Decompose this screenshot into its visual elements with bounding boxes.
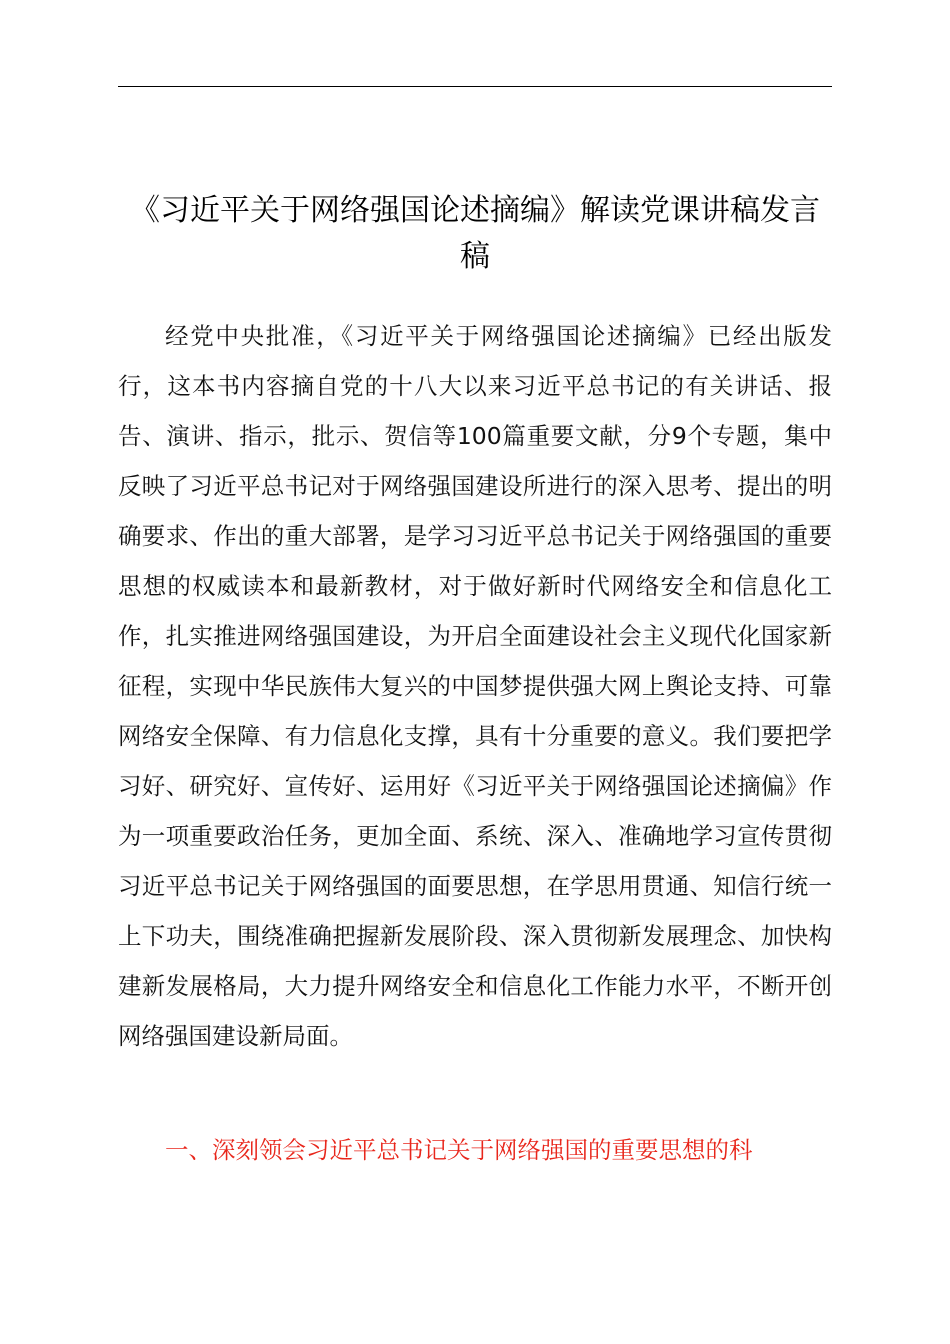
body-paragraph: 经党中央批准，《习近平关于网络强国论述摘编》已经出版发行，这本书内容摘自党的十八大以来习近平总书记的有关讲话、报告、演讲、指示，批示、贺信等100篇重要文献，分9个专题，集中反映了习近平总书记对于网络强国建设所进行的深入思考、提出的明确要求、作出的重大部署，是学习习近平总书记关于网络强国的重要思想的权威读本和最新教材，对于做好新时代网络安全和信息化工作，扎实推进网络强国建设，为开启全面建设社会主义现代化国家新征程，实现中华民族伟大复兴的中国梦提供强大网上舆论支持、可靠网络安全保障、有力信息化支撑，具有十分重要的意义。我们要把学习好、研究好、宣传好、运用好《习近平关于网络强国论述摘偏》作为一项重要政治任务，更加全面、系统、深入、准确地学习宣传贯彻习近平总书记关于网络强国的面要思想，在学思用贯通、知信行统一上下功夫，围绕准确把握新发展阶段、深入贯彻新发展理念、加快构建新发展格局，大力提升网络安全和信息化工作能力水平，不断开创网络强国建设新局面。 <box>118 322 832 1050</box>
header-rule <box>118 86 832 87</box>
document-title: 《习近平关于网络强国论述摘编》解读党课讲稿发言稿 <box>130 193 820 274</box>
section-heading: 一、深刻领会习近平总书记关于网络强国的重要思想的科 <box>165 1136 753 1164</box>
